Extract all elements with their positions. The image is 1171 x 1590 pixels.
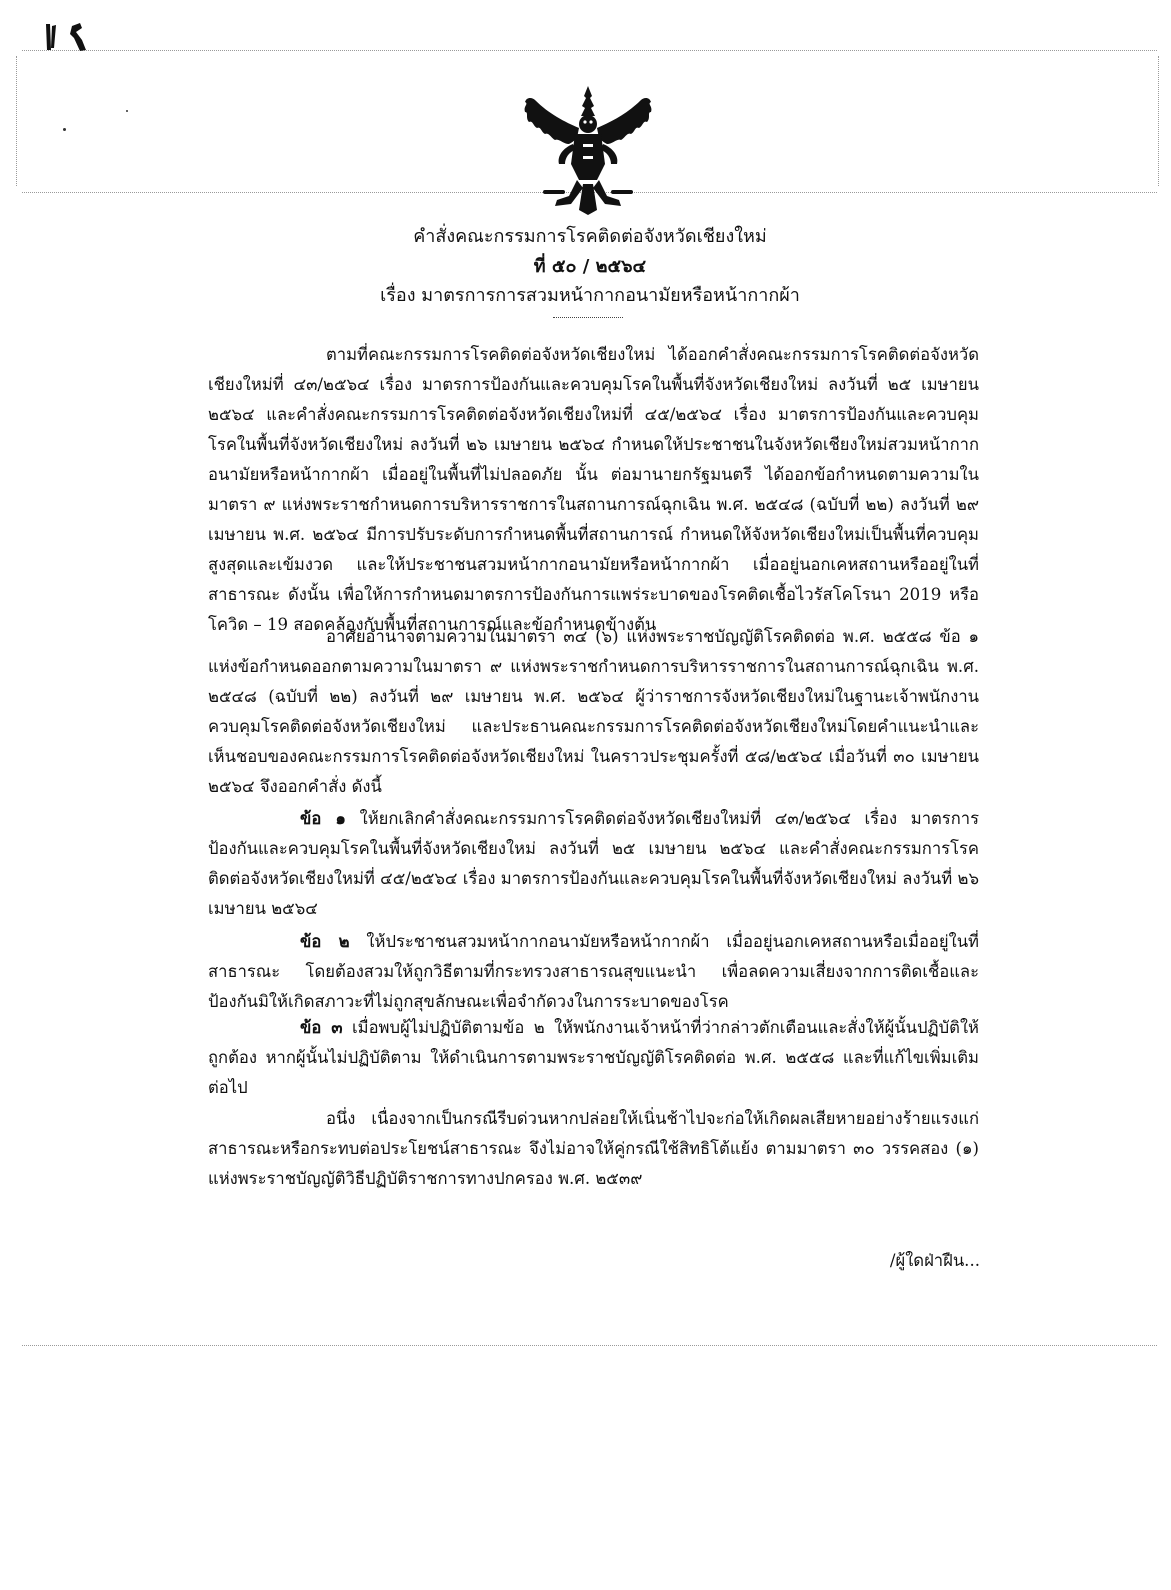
- paragraph-background: [208, 339, 979, 640]
- clause-text: เมื่อพบผู้ไม่ปฏิบัติตามข้อ ๒ ให้พนักงานเจ้าหน้าที่ว่ากล่าวตักเตือนและสั่งให้ผู้นั้นปฏิบัติให้ถูกต้อง หากผู้นั้นไม่ปฏิบัติตาม ให้ดำเนินการตามพระราชบัญญัติโรคติดต่อ พ.ศ. ๒๕๕๘ และที่แก้ไขเพิ่มเติมต่อไป: [208, 1018, 979, 1097]
- garuda-emblem-icon: [513, 84, 663, 216]
- scan-speck: [126, 110, 128, 112]
- paragraph-text: อาศัยอำนาจตามความในมาตรา ๓๔ (๖) แห่งพระราชบัญญัติโรคติดต่อ พ.ศ. ๒๕๕๘ ข้อ ๑ แห่งข้อกำหนดออกตามความในมาตรา ๙ แห่งพระราชกำหนดการบริหารราชการในสถานการณ์ฉุกเฉิน พ.ศ. ๒๕๔๘ (ฉบับที่ ๒๒) ลงวันที่ ๒๙ เมษายน พ.ศ. ๒๕๖๔ ผู้ว่าราชการจังหวัดเชียงใหม่ในฐานะเจ้าพนักงานควบคุมโรคติดต่อจังหวัดเชียงใหม่ และประธานคณะกรรมการโรคติดต่อจังหวัดเชียงใหม่โดยคำแนะนำและเห็นชอบของคณะกรรมการโรคติดต่อจังหวัดเชียงใหม่ ในคราวประชุมครั้งที่ ๕๘/๒๕๖๔ เมื่อวันที่ ๓๐ เมษายน ๒๕๖๔ จึงออกคำสั่ง ดังนี้: [208, 627, 979, 796]
- clause-3: [208, 1012, 979, 1103]
- scan-dotted-line: [16, 56, 17, 186]
- paragraph-text: อนึ่ง เนื่องจากเป็นกรณีรีบด่วนหากปล่อยให้เนิ่นช้าไปจะก่อให้เกิดผลเสียหายอย่างร้ายแรงแก่สาธารณะหรือกระทบต่อประโยชน์สาธารณะ จึงไม่อาจให้คู่กรณีใช้สิทธิโต้แย้ง ตามมาตรา ๓๐ วรรคสอง (๑) แห่งพระราชบัญญัติวิธีปฏิบัติราชการทางปกครอง พ.ศ. ๒๕๓๙: [208, 1109, 979, 1188]
- order-number: ที่ ๕๐ / ๒๕๖๔: [533, 256, 647, 277]
- clause-number: ข้อ ๓: [300, 1017, 343, 1037]
- scan-speck: [63, 128, 66, 131]
- order-issuer: คำสั่งคณะกรรมการโรคติดต่อจังหวัดเชียงใหม่: [413, 226, 767, 247]
- scan-dotted-line: [1158, 56, 1159, 186]
- scan-dotted-line: [22, 50, 1157, 51]
- paragraph-urgency: [208, 1103, 979, 1194]
- continuation-marker: /ผู้ใดฝ่าฝืน...: [889, 1251, 980, 1270]
- scan-dotted-line: [22, 1345, 1157, 1346]
- clause-2: [208, 926, 979, 1017]
- corner-mark-icon: [42, 20, 94, 54]
- order-subject: เรื่อง มาตรการการสวมหน้ากากอนามัยหรือหน้ากากผ้า: [380, 285, 800, 306]
- clause-number: ข้อ ๑: [300, 808, 346, 828]
- clause-text: ให้ยกเลิกคำสั่งคณะกรรมการโรคติดต่อจังหวัดเชียงใหม่ที่ ๔๓/๒๕๖๔ เรื่อง มาตรการป้องกันและควบคุมโรคในพื้นที่จังหวัดเชียงใหม่ ลงวันที่ ๒๕ เมษายน ๒๕๖๔ และคำสั่งคณะกรรมการโรคติดต่อจังหวัดเชียงใหม่ที่ ๔๕/๒๕๖๔ เรื่อง มาตรการป้องกันและควบคุมโรคในพื้นที่จังหวัดเชียงใหม่ ลงวันที่ ๒๖ เมษายน ๒๕๖๔: [208, 809, 979, 918]
- clause-number: ข้อ ๒: [300, 931, 350, 951]
- paragraph-text: ตามที่คณะกรรมการโรคติดต่อจังหวัดเชียงใหม่ ได้ออกคำสั่งคณะกรรมการโรคติดต่อจังหวัดเชียงใหม่ที่ ๔๓/๒๕๖๔ เรื่อง มาตรการป้องกันและควบคุมโรคในพื้นที่จังหวัดเชียงใหม่ ลงวันที่ ๒๕ เมษายน ๒๕๖๔ และคำสั่งคณะกรรมการโรคติดต่อจังหวัดเชียงใหม่ที่ ๔๕/๒๕๖๔ เรื่อง มาตรการป้องกันและควบคุมโรคในพื้นที่จังหวัดเชียงใหม่ ลงวันที่ ๒๖ เมษายน ๒๕๖๔ กำหนดให้ประชาชนในจังหวัดเชียงใหม่สวมหน้ากากอนามัยหรือหน้ากากผ้า เมื่ออยู่ในพื้นที่ไม่ปลอดภัย นั้น ต่อมานายกรัฐมนตรี ได้ออกข้อกำหนดตามความในมาตรา ๙ แห่งพระราชกำหนดการบริหารราชการในสถานการณ์ฉุกเฉิน พ.ศ. ๒๕๔๘ (ฉบับที่ ๒๒) ลงวันที่ ๒๙ เมษายน พ.ศ. ๒๕๖๔ มีการปรับระดับการกำหนดพื้นที่สถานการณ์ กำหนดให้จังหวัดเชียงใหม่เป็นพื้นที่ควบคุมสูงสุดและเข้มงวด และให้ประชาชนสวมหน้ากากอนามัยหรือหน้ากากผ้า เมื่ออยู่นอกเคหสถานหรืออยู่ในที่สาธารณะ ดังนั้น เพื่อให้การกำหนดมาตรการป้องกันการแพร่ระบาดของโรคติดเชื้อไวรัสโคโรนา 2019 หรือโควิด – 19 สอดคล้องกับพื้นที่สถานการณ์และข้อกำหนดข้างต้น: [208, 345, 979, 634]
- paragraph-authority: [208, 621, 979, 802]
- clause-text: ให้ประชาชนสวมหน้ากากอนามัยหรือหน้ากากผ้า เมื่ออยู่นอกเคหสถานหรือเมื่ออยู่ในที่สาธารณะ โดยต้องสวมให้ถูกวิธีตามที่กระทรวงสาธารณสุขแนะนำ เพื่อลดความเสี่ยงจากการติดเชื้อและป้องกันมิให้เกิดสภาวะที่ไม่ถูกสุขลักษณะเพื่อจำกัดวงในการระบาดของโรค: [208, 932, 979, 1011]
- clause-1: [208, 803, 979, 924]
- heading-divider: [553, 317, 623, 318]
